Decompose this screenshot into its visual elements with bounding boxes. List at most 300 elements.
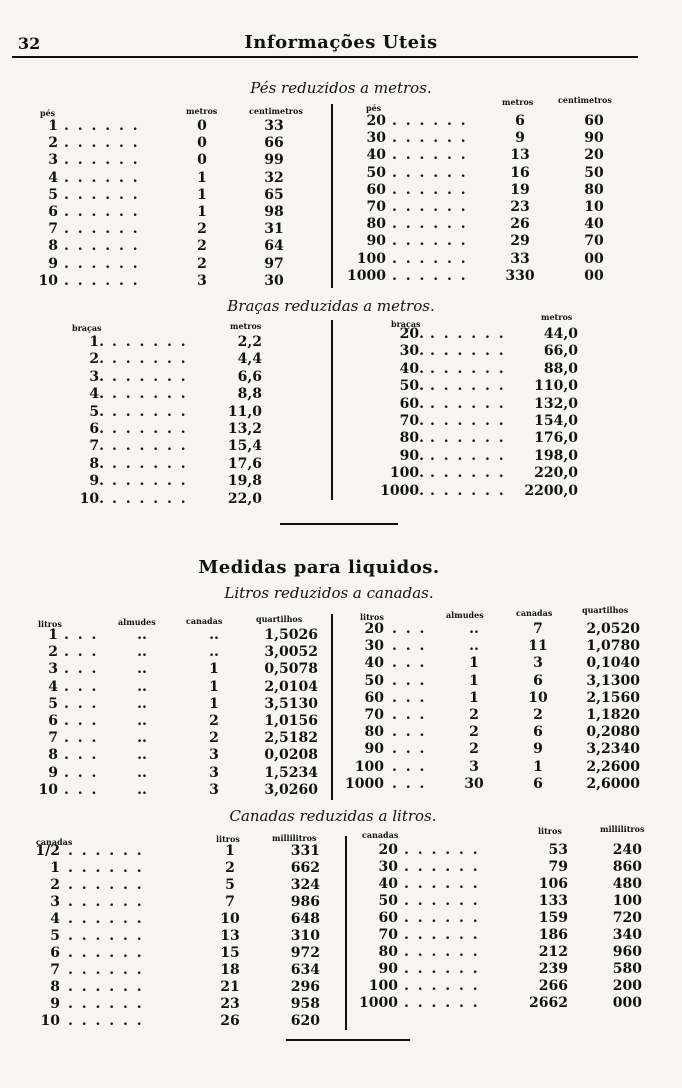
liq-right-a-9: 30 — [464, 775, 484, 792]
pes-left-p-2: 3 — [48, 152, 58, 169]
liq-head-right-a: almudes — [446, 610, 484, 620]
liq-left-c-0: .. — [209, 627, 219, 643]
pes-right-p-6: 80 — [366, 216, 386, 233]
liq-right-c-6: 6 — [533, 724, 543, 741]
bracas-head-right-m: metros — [541, 312, 573, 322]
liq-right-l-1: 30 — [364, 638, 384, 655]
liq-right-q-0: 2,0520 — [586, 621, 640, 637]
bracas-right-b-4: 60. — [399, 395, 424, 412]
can-left-l-3: 7 — [225, 894, 235, 910]
bracas-title: Braças reduzidas a metros. — [227, 297, 435, 315]
bracas-left-b-6: 7. — [89, 438, 104, 455]
can-right-k-7: 90 — [378, 961, 398, 977]
can-right-dots-1: . . . . . . — [404, 859, 480, 875]
liq-left-l-6: 7 — [48, 730, 58, 747]
pes-right-p-0: 20 — [366, 113, 386, 129]
pes-right-dots-4: . . . . . . — [392, 181, 468, 198]
bracas-left-dots-8: . . . . . . — [112, 473, 188, 490]
page-header: Informações Uteis — [244, 32, 438, 53]
pes-left-dots-9: . . . . . . — [64, 272, 140, 289]
can-right-dots-5: . . . . . . — [404, 927, 480, 943]
pes-right-c-5: 10 — [584, 199, 604, 215]
pes-right-m-7: 29 — [510, 233, 530, 250]
pes-right-p-8: 100 — [356, 250, 386, 267]
can-right-m-3: 100 — [612, 893, 642, 909]
pes-left-m-0: 0 — [197, 118, 207, 134]
bracas-left-m-8: 19,8 — [227, 473, 262, 490]
can-right-dots-9: . . . . . . — [404, 995, 480, 1011]
liquidos-subtitle: Litros reduzidos a canadas. — [224, 584, 434, 602]
liq-right-a-3: 1 — [469, 672, 479, 689]
pes-left-c-2: 99 — [264, 152, 284, 169]
bracas-right-b-9: 1000. — [380, 482, 424, 499]
can-left-m-9: 958 — [290, 996, 320, 1012]
pes-divider — [331, 104, 333, 288]
pes-left-p-7: 8 — [48, 238, 58, 255]
liq-left-q-6: 2,5182 — [264, 730, 318, 747]
can-left-l-7: 18 — [220, 962, 240, 978]
liq-left-a-2: .. — [137, 661, 147, 678]
can-left-m-6: 972 — [290, 945, 320, 961]
can-left-l-4: 10 — [220, 911, 240, 927]
bracas-right-m-7: 198,0 — [534, 447, 578, 464]
liq-right-q-1: 1,0780 — [586, 638, 640, 655]
bracas-right-dots-1: . . . . . . — [430, 343, 506, 360]
liq-left-a-8: .. — [137, 764, 147, 781]
bracas-left-b-0: 1. — [89, 334, 104, 350]
bracas-right-dots-3: . . . . . . — [430, 378, 506, 395]
can-right-dots-6: . . . . . . — [404, 944, 480, 960]
can-right-k-3: 50 — [378, 893, 398, 909]
can-left-k-0: 1/2 — [35, 843, 60, 859]
pes-left-p-9: 10 — [38, 272, 58, 289]
liq-head-left-l: litros — [38, 619, 62, 629]
pes-right-c-6: 40 — [584, 216, 604, 233]
page-number: 32 — [18, 34, 41, 53]
liq-head-left-q: quartilhos — [256, 614, 303, 624]
liq-right-q-6: 0,2080 — [586, 724, 640, 741]
liq-right-a-6: 2 — [469, 724, 479, 741]
pes-title: Pés reduzidos a metros. — [250, 79, 432, 97]
liq-right-l-0: 20 — [364, 621, 384, 637]
liq-left-c-2: 1 — [209, 661, 219, 678]
pes-right-m-1: 9 — [515, 130, 525, 147]
pes-left-m-2: 0 — [197, 152, 207, 169]
bracas-right-dots-9: . . . . . . — [430, 482, 506, 499]
can-right-k-4: 60 — [378, 910, 398, 926]
liq-left-c-1: .. — [209, 644, 219, 661]
bracas-left-b-5: 6. — [89, 421, 104, 437]
bracas-right-b-0: 20. — [399, 326, 424, 342]
bracas-right-dots-8: . . . . . . — [430, 465, 506, 482]
can-left-dots-6: . . . . . . — [68, 945, 144, 961]
pes-right-dots-5: . . . . . . — [392, 199, 468, 215]
pes-right-m-9: 330 — [505, 267, 535, 284]
liq-right-a-8: 3 — [469, 758, 479, 775]
liq-divider — [331, 614, 333, 800]
pes-left-dots-3: . . . . . . — [64, 169, 140, 186]
bracas-left-m-0: 2,2 — [237, 334, 262, 350]
pes-left-dots-5: . . . . . . — [64, 204, 140, 220]
can-right-dots-3: . . . . . . — [404, 893, 480, 909]
liq-left-l-9: 10 — [38, 781, 58, 798]
can-left-m-1: 662 — [290, 860, 320, 876]
can-right-l-6: 212 — [538, 944, 568, 960]
can-left-k-3: 3 — [50, 894, 60, 910]
liq-left-q-1: 3,0052 — [264, 644, 318, 661]
bracas-left-m-3: 8,8 — [237, 386, 262, 403]
liq-left-c-6: 2 — [209, 730, 219, 747]
liq-left-c-7: 3 — [209, 747, 219, 764]
can-left-k-8: 8 — [50, 979, 60, 995]
pes-left-dots-6: . . . . . . — [64, 221, 140, 238]
pes-right-m-8: 33 — [510, 250, 530, 267]
bracas-right-m-0: 44,0 — [543, 326, 578, 342]
bracas-right-m-3: 110,0 — [534, 378, 578, 395]
pes-right-dots-8: . . . . . . — [392, 250, 468, 267]
liq-head-left-c: canadas — [186, 616, 223, 626]
can-right-m-7: 580 — [612, 961, 642, 977]
liq-right-dots-8: . . . — [392, 758, 427, 775]
pes-right-p-3: 50 — [366, 164, 386, 181]
can-left-m-10: 620 — [290, 1013, 320, 1029]
pes-left-m-4: 1 — [197, 186, 207, 203]
pes-right-c-0: 60 — [584, 113, 604, 129]
bracas-right-m-5: 154,0 — [534, 413, 578, 429]
bracas-left-b-4: 5. — [89, 403, 104, 420]
can-left-k-6: 6 — [50, 945, 60, 961]
liq-left-dots-3: . . . — [64, 678, 99, 695]
liq-left-c-5: 2 — [209, 713, 219, 729]
can-left-m-8: 296 — [290, 979, 320, 995]
can-right-m-2: 480 — [612, 876, 642, 892]
liq-left-dots-9: . . . — [64, 781, 99, 798]
can-left-m-0: 331 — [290, 843, 320, 859]
liq-left-c-4: 1 — [209, 695, 219, 712]
liq-left-a-5: .. — [137, 713, 147, 729]
bracas-right-m-8: 220,0 — [534, 465, 578, 482]
bracas-left-dots-6: . . . . . . — [112, 438, 188, 455]
can-left-dots-0: . . . . . . — [68, 843, 144, 859]
liq-left-l-2: 3 — [48, 661, 58, 678]
pes-left-p-6: 7 — [48, 221, 58, 238]
pes-right-dots-2: . . . . . . — [392, 147, 468, 164]
pes-right-dots-0: . . . . . . — [392, 113, 468, 129]
bracas-left-m-9: 22,0 — [227, 490, 262, 507]
liq-left-a-7: .. — [137, 747, 147, 764]
can-left-dots-8: . . . . . . — [68, 979, 144, 995]
can-head-right-m: millilitros — [600, 824, 645, 834]
can-left-k-7: 7 — [50, 962, 60, 978]
can-left-dots-5: . . . . . . — [68, 928, 144, 944]
pes-right-m-3: 16 — [510, 164, 530, 181]
liq-left-q-7: 0,0208 — [264, 747, 318, 764]
can-left-dots-1: . . . . . . — [68, 860, 144, 876]
bracas-right-dots-7: . . . . . . — [430, 447, 506, 464]
liq-left-dots-1: . . . — [64, 644, 99, 661]
can-left-dots-3: . . . . . . — [68, 894, 144, 910]
pes-head-right-metros: metros — [502, 97, 534, 107]
liq-right-l-2: 40 — [364, 655, 384, 672]
pes-left-c-9: 30 — [264, 272, 284, 289]
liq-right-l-7: 90 — [364, 741, 384, 758]
bracas-left-m-2: 6,6 — [237, 368, 262, 385]
can-left-l-10: 26 — [220, 1013, 240, 1029]
can-right-l-9: 2662 — [529, 995, 568, 1011]
liq-left-c-3: 1 — [209, 678, 219, 695]
liq-right-a-4: 1 — [469, 689, 479, 706]
pes-left-p-3: 4 — [48, 169, 58, 186]
pes-right-p-2: 40 — [366, 147, 386, 164]
bracas-right-dots-6: . . . . . . — [430, 430, 506, 447]
can-head-left-k: canadas — [36, 837, 73, 847]
bracas-left-m-4: 11,0 — [227, 403, 262, 420]
pes-left-dots-7: . . . . . . — [64, 238, 140, 255]
liq-right-c-5: 2 — [533, 707, 543, 723]
can-right-m-1: 860 — [612, 859, 642, 875]
pes-left-p-4: 5 — [48, 186, 58, 203]
can-left-k-2: 2 — [50, 877, 60, 893]
liq-left-l-7: 8 — [48, 747, 58, 764]
bracas-left-b-2: 3. — [89, 368, 104, 385]
pes-right-m-2: 13 — [510, 147, 530, 164]
liq-left-l-0: 1 — [48, 627, 58, 643]
can-left-k-1: 1 — [50, 860, 60, 876]
liq-left-q-2: 0,5078 — [264, 661, 318, 678]
pes-head-left-cm: centimetros — [249, 106, 303, 116]
can-right-l-5: 186 — [538, 927, 568, 943]
bracas-right-dots-0: . . . . . . — [430, 326, 506, 342]
liq-right-dots-2: . . . — [392, 655, 427, 672]
can-left-m-2: 324 — [290, 877, 320, 893]
pes-left-dots-4: . . . . . . — [64, 186, 140, 203]
liq-left-dots-8: . . . — [64, 764, 99, 781]
pes-left-m-5: 1 — [197, 204, 207, 220]
can-right-l-8: 266 — [538, 978, 568, 994]
bracas-left-dots-3: . . . . . . — [112, 386, 188, 403]
liq-right-c-4: 10 — [528, 689, 548, 706]
liq-right-l-5: 70 — [364, 707, 384, 723]
liq-right-dots-9: . . . — [392, 775, 427, 792]
pes-left-c-8: 97 — [264, 255, 284, 272]
pes-right-c-8: 00 — [584, 250, 604, 267]
liq-left-dots-6: . . . — [64, 730, 99, 747]
liq-right-l-3: 50 — [364, 672, 384, 689]
pes-right-m-4: 19 — [510, 181, 530, 198]
section-rule-2 — [286, 1039, 410, 1041]
can-left-l-8: 21 — [220, 979, 240, 995]
liq-left-a-4: .. — [137, 695, 147, 712]
liq-head-right-q: quartilhos — [582, 605, 629, 615]
bracas-right-b-5: 70. — [399, 413, 424, 429]
pes-right-m-6: 26 — [510, 216, 530, 233]
pes-left-c-5: 98 — [264, 204, 284, 220]
pes-left-dots-8: . . . . . . — [64, 255, 140, 272]
liq-right-q-7: 3,2340 — [586, 741, 640, 758]
can-right-m-9: 000 — [612, 995, 642, 1011]
liq-right-dots-0: . . . — [392, 621, 427, 637]
pes-left-c-7: 64 — [264, 238, 284, 255]
pes-right-c-4: 80 — [584, 181, 604, 198]
can-right-m-5: 340 — [612, 927, 642, 943]
can-head-right-l: litros — [538, 826, 562, 836]
liq-right-a-0: .. — [469, 621, 479, 637]
liq-left-a-3: .. — [137, 678, 147, 695]
pes-left-m-8: 2 — [197, 255, 207, 272]
bracas-right-b-2: 40. — [399, 360, 424, 377]
can-left-m-5: 310 — [290, 928, 320, 944]
liq-right-a-2: 1 — [469, 655, 479, 672]
liq-right-c-3: 6 — [533, 672, 543, 689]
liq-right-c-8: 1 — [533, 758, 543, 775]
can-head-left-l: litros — [216, 834, 240, 844]
bracas-left-dots-4: . . . . . . — [112, 403, 188, 420]
pes-left-dots-1: . . . . . . — [64, 135, 140, 152]
liq-left-l-8: 9 — [48, 764, 58, 781]
bracas-divider — [331, 320, 333, 500]
bracas-left-b-3: 4. — [89, 386, 104, 403]
liq-right-q-2: 0,1040 — [586, 655, 640, 672]
liq-head-right-c: canadas — [516, 608, 553, 618]
liq-right-c-0: 7 — [533, 621, 543, 637]
pes-head-right-cm: centimetros — [558, 95, 612, 105]
pes-right-m-0: 6 — [515, 113, 525, 129]
can-left-l-5: 13 — [220, 928, 240, 944]
pes-left-m-1: 0 — [197, 135, 207, 152]
liq-right-q-3: 3,1300 — [586, 672, 640, 689]
can-right-m-4: 720 — [612, 910, 642, 926]
bracas-left-m-6: 15,4 — [227, 438, 262, 455]
liq-right-q-8: 2,2600 — [586, 758, 640, 775]
can-head-right-k: canadas — [362, 830, 399, 840]
pes-right-dots-7: . . . . . . — [392, 233, 468, 250]
can-right-l-2: 106 — [538, 876, 568, 892]
liq-left-l-4: 5 — [48, 695, 58, 712]
liq-left-l-1: 2 — [48, 644, 58, 661]
can-left-k-4: 4 — [50, 911, 60, 927]
liq-left-dots-7: . . . — [64, 747, 99, 764]
can-left-l-6: 15 — [220, 945, 240, 961]
can-head-left-m: millilitros — [272, 833, 317, 843]
can-left-dots-10: . . . . . . — [68, 1013, 144, 1029]
can-left-dots-7: . . . . . . — [68, 962, 144, 978]
bracas-left-dots-2: . . . . . . — [112, 368, 188, 385]
can-left-dots-4: . . . . . . — [68, 911, 144, 927]
pes-right-p-9: 1000 — [347, 267, 386, 284]
pes-left-p-0: 1 — [48, 118, 58, 134]
bracas-right-dots-5: . . . . . . — [430, 413, 506, 429]
liquidos-title: Medidas para liquidos. — [198, 557, 440, 578]
liq-head-left-a: almudes — [118, 617, 156, 627]
pes-head-left-pes: pés — [40, 108, 56, 118]
bracas-left-dots-0: . . . . . . — [112, 334, 188, 350]
bracas-right-b-6: 80. — [399, 430, 424, 447]
can-right-l-1: 79 — [548, 859, 568, 875]
liq-right-dots-5: . . . — [392, 707, 427, 723]
liq-right-dots-1: . . . — [392, 638, 427, 655]
pes-left-c-3: 32 — [264, 169, 284, 186]
liq-left-l-3: 4 — [48, 678, 58, 695]
liq-left-a-9: .. — [137, 781, 147, 798]
bracas-right-m-6: 176,0 — [534, 430, 578, 447]
liq-right-dots-6: . . . — [392, 724, 427, 741]
liq-right-c-2: 3 — [533, 655, 543, 672]
liq-right-a-7: 2 — [469, 741, 479, 758]
bracas-right-m-9: 2200,0 — [524, 482, 578, 499]
pes-right-p-7: 90 — [366, 233, 386, 250]
pes-right-dots-6: . . . . . . — [392, 216, 468, 233]
can-left-dots-2: . . . . . . — [68, 877, 144, 893]
can-right-l-7: 239 — [538, 961, 568, 977]
bracas-left-dots-9: . . . . . . — [112, 490, 188, 507]
liq-right-a-5: 2 — [469, 707, 479, 723]
can-right-m-8: 200 — [612, 978, 642, 994]
liq-left-a-0: .. — [137, 627, 147, 643]
liq-left-c-8: 3 — [209, 764, 219, 781]
can-left-dots-9: . . . . . . — [68, 996, 144, 1012]
bracas-right-m-4: 132,0 — [534, 395, 578, 412]
section-rule-1 — [280, 523, 398, 525]
liq-left-l-5: 6 — [48, 713, 58, 729]
can-right-k-0: 20 — [378, 842, 398, 858]
liq-right-l-4: 60 — [364, 689, 384, 706]
liq-right-q-5: 1,1820 — [586, 707, 640, 723]
can-left-k-9: 9 — [50, 996, 60, 1012]
pes-left-m-6: 2 — [197, 221, 207, 238]
bracas-head-right-b: braças — [391, 319, 421, 329]
liq-left-q-9: 3,0260 — [264, 781, 318, 798]
pes-left-dots-0: . . . . . . — [64, 118, 140, 134]
bracas-left-dots-1: . . . . . . — [112, 351, 188, 368]
liq-right-dots-3: . . . — [392, 672, 427, 689]
pes-left-c-1: 66 — [264, 135, 284, 152]
liq-right-l-6: 80 — [364, 724, 384, 741]
liq-right-c-9: 6 — [533, 775, 543, 792]
can-right-dots-4: . . . . . . — [404, 910, 480, 926]
liq-left-a-1: .. — [137, 644, 147, 661]
liq-right-l-9: 1000 — [345, 775, 384, 792]
bracas-right-dots-2: . . . . . . — [430, 360, 506, 377]
can-left-l-2: 5 — [225, 877, 235, 893]
pes-right-c-3: 50 — [584, 164, 604, 181]
can-right-l-0: 53 — [548, 842, 568, 858]
pes-left-p-8: 9 — [48, 255, 58, 272]
liq-left-q-8: 1,5234 — [264, 764, 318, 781]
liq-right-q-9: 2,6000 — [586, 775, 640, 792]
liq-left-c-9: 3 — [209, 781, 219, 798]
can-left-k-10: 10 — [40, 1013, 60, 1029]
pes-right-c-7: 70 — [584, 233, 604, 250]
bracas-head-left-b: braças — [72, 323, 102, 333]
liq-right-a-1: .. — [469, 638, 479, 655]
can-right-dots-7: . . . . . . — [404, 961, 480, 977]
liq-right-q-4: 2,1560 — [586, 689, 640, 706]
pes-head-right-pes: pés — [366, 103, 382, 113]
pes-left-c-0: 33 — [264, 118, 284, 134]
liq-left-a-6: .. — [137, 730, 147, 747]
bracas-right-b-7: 90. — [399, 447, 424, 464]
pes-left-c-6: 31 — [264, 221, 284, 238]
liq-right-dots-7: . . . — [392, 741, 427, 758]
liq-left-q-5: 1,0156 — [264, 713, 318, 729]
pes-right-p-4: 60 — [366, 181, 386, 198]
pes-left-m-7: 2 — [197, 238, 207, 255]
can-right-k-5: 70 — [378, 927, 398, 943]
pes-left-p-1: 2 — [48, 135, 58, 152]
liq-right-c-7: 9 — [533, 741, 543, 758]
pes-head-left-metros: metros — [186, 106, 218, 116]
can-left-m-4: 648 — [290, 911, 320, 927]
